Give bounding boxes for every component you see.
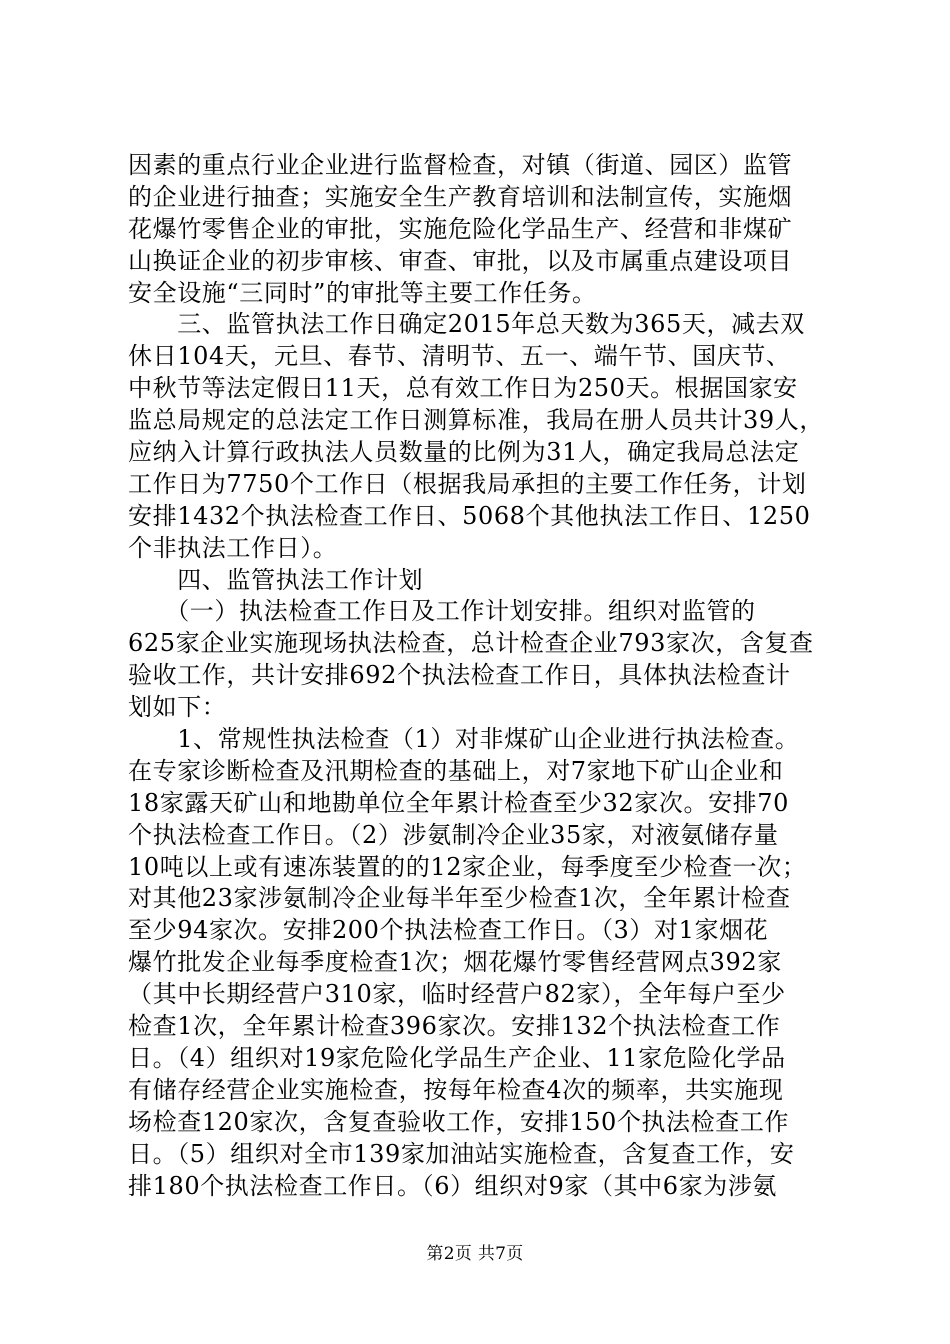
text-line: 1、常规性执法检查（1）对非煤矿山企业进行执法检查。 (128, 725, 800, 754)
text-line: 个执法检查工作日。（2）涉氨制冷企业35家，对液氨储存量 (128, 820, 779, 849)
text-line: （其中长期经营户310家，临时经营户82家），全年每户至少 (128, 980, 786, 1009)
text-line: 日。（4）组织对19家危险化学品生产企业、11家危险化学品 (128, 1043, 786, 1072)
text-line: 休日104天，元旦、春节、清明节、五一、端午节、国庆节、 (128, 342, 791, 371)
text-line: 日。（5）组织对全市139家加油站实施检查，含复查工作，安 (128, 1139, 795, 1168)
text-line: 场检查120家次，含复查验收工作，安排150个执法检查工作 (128, 1107, 790, 1136)
text-line: 爆竹批发企业每季度检查1次；烟花爆竹零售经营网点392家 (128, 948, 782, 977)
text-line: 排180个执法检查工作日。（6）组织对9家（其中6家为涉氨 (128, 1171, 778, 1200)
text-line: 10吨以上或有速冻装置的的12家企业，每季度至少检查一次； (128, 852, 807, 881)
text-line: 验收工作，共计安排692个执法检查工作日，具体执法检查计 (128, 661, 791, 690)
page-number-footer: 第2页 共7页 (426, 1244, 524, 1264)
text-line: 检查1次，全年累计检查396家次。安排132个执法检查工作 (128, 1012, 781, 1041)
text-line: 三、监管执法工作日确定2015年总天数为365天，减去双 (128, 310, 805, 339)
text-line: 监总局规定的总法定工作日测算标准，我局在册人员共计39人， (128, 406, 824, 435)
text-line: 至少94家次。安排200个执法检查工作日。（3）对1家烟花 (128, 916, 769, 945)
text-line: 有储存经营企业实施检查，按每年检查4次的频率，共实施现 (128, 1075, 784, 1104)
text-line: 应纳入计算行政执法人员数量的比例为31人，确定我局总法定 (128, 438, 800, 467)
text-line: 对其他23家涉氨制冷企业每半年至少检查1次，全年累计检查 (128, 884, 791, 913)
text-line: 划如下： (128, 693, 227, 722)
text-line: 安全设施“三同时”的审批等主要工作任务。 (128, 278, 597, 307)
text-line: 花爆竹零售企业的审批，实施危险化学品生产、经营和非煤矿 (128, 214, 793, 243)
text-line: 的企业进行抽查；实施安全生产教育培训和法制宣传，实施烟 (128, 182, 793, 211)
text-line: 四、监管执法工作计划 (128, 565, 424, 594)
text-line: 625家企业实施现场执法检查，总计检查企业793家次，含复查 (128, 629, 814, 658)
text-line: 18家露天矿山和地勘单位全年累计检查至少32家次。安排70 (128, 788, 790, 817)
text-line: 个非执法工作日）。 (128, 533, 338, 562)
text-line: 中秋节等法定假日11天，总有效工作日为250天。根据国家安 (128, 374, 798, 403)
text-line: （一）执法检查工作日及工作计划安排。组织对监管的 (128, 597, 756, 626)
text-line: 安排1432个执法检查工作日、5068个其他执法工作日、1250 (128, 501, 811, 530)
text-line: 工作日为7750个工作日（根据我局承担的主要工作任务，计划 (128, 469, 807, 498)
text-line: 因素的重点行业企业进行监督检查，对镇（街道、园区）监管 (128, 151, 793, 179)
document-body (128, 150, 828, 1202)
text-line: 在专家诊断检查及汛期检查的基础上，对7家地下矿山企业和 (128, 756, 784, 785)
text-line: 山换证企业的初步审核、审查、审批，以及市属重点建设项目 (128, 246, 793, 275)
